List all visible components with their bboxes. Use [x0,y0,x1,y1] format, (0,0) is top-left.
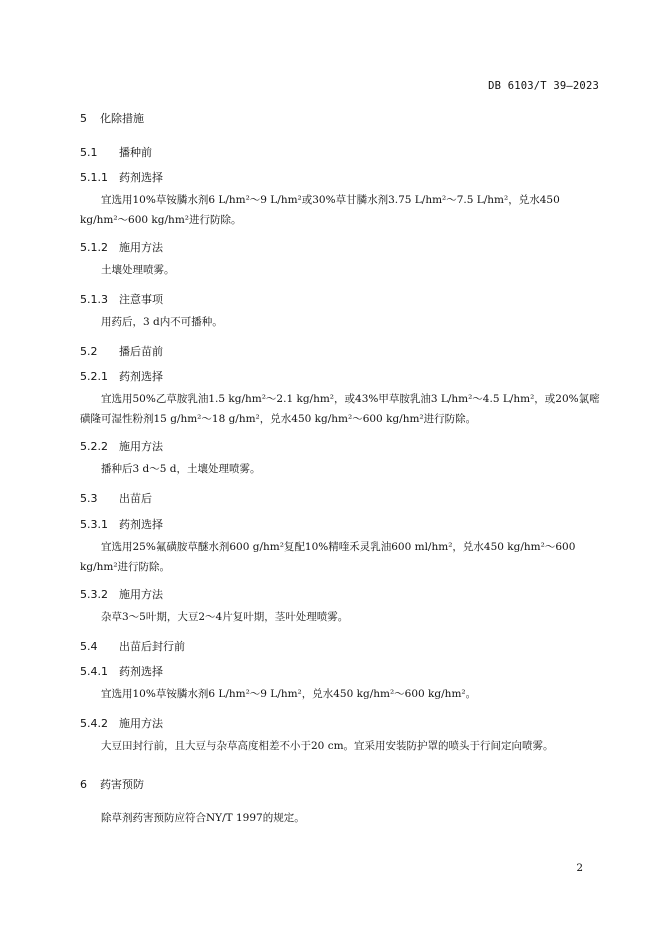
section-5-3-2-text: 杂草3～5叶期，大豆2～4片复叶期，茎叶处理喷雾。 [101,611,349,623]
section-5-3-1-heading: 5.3.1 药剂选择 [80,518,163,531]
section-5-3-2-heading: 5.3.2 施用方法 [80,588,163,601]
section-5-2-2-heading: 5.2.2 施用方法 [80,440,163,453]
section-5-1-1-text: 宜选用10%草铵膦水剂6 L/hm²～9 L/hm²或30%草甘膦水剂3.75 L/hm²～7.5 L/hm²，兑水450 kg/hm²～600 kg/hm²进行防除。 [80,194,560,226]
section-5-4-2-text: 大豆田封行前，且大豆与杂草高度相差不小于20 cm。宜采用安装防护罩的喷头于行间定向喷雾。 [101,740,554,752]
page-number: 2 [576,862,583,874]
section-6-text: 除草剂药害预防应符合NY/T 1997的规定。 [101,812,305,824]
section-5-2-heading: 5.2 播后苗前 [80,345,163,358]
section-5-4-1-heading: 5.4.1 药剂选择 [80,665,163,678]
section-5-4-2-heading: 5.4.2 施用方法 [80,717,163,730]
section-5-3-1-text: 宜选用25%氟磺胺草醚水剂600 g/hm²复配10%精喹禾灵乳油600 ml/hm²，兑水450 kg/hm²～600 kg/hm²进行防除。 [80,541,576,573]
section-5-4-1-text: 宜选用10%草铵膦水剂6 L/hm²～9 L/hm²，兑水450 kg/hm²～600 kg/hm²。 [101,688,477,700]
document-code: DB 6103/T 39—2023 [488,80,599,92]
section-5-2-1-text: 宜选用50%乙草胺乳油1.5 kg/hm²～2.1 kg/hm²，或43%甲草胺乳油3 L/hm²～4.5 L/hm²，或20%氯嘧磺隆可湿性粉剂15 g/hm²～18 g/hm²，兑水450 kg/hm²～600 kg/hm²进行防除。 [80,393,600,425]
section-5-2-1-heading: 5.2.1 药剂选择 [80,370,163,383]
section-5-1-1-heading: 5.1.1 药剂选择 [80,171,163,184]
section-5-3-heading: 5.3 出苗后 [80,492,152,505]
section-5-1-heading: 5.1 播种前 [80,146,152,159]
section-5-4-heading: 5.4 出苗后封行前 [80,640,185,653]
section-5-2-2-text: 播种后3 d～5 d，土壤处理喷雾。 [101,463,261,475]
section-5-heading: 5 化除措施 [80,112,144,125]
section-6-heading: 6 药害预防 [80,778,144,791]
section-5-1-3-heading: 5.1.3 注意事项 [80,293,163,306]
section-5-1-2-text: 土壤处理喷雾。 [101,264,175,276]
section-5-1-3-text: 用药后，3 d内不可播种。 [101,316,223,328]
section-5-1-2-heading: 5.1.2 施用方法 [80,241,163,254]
